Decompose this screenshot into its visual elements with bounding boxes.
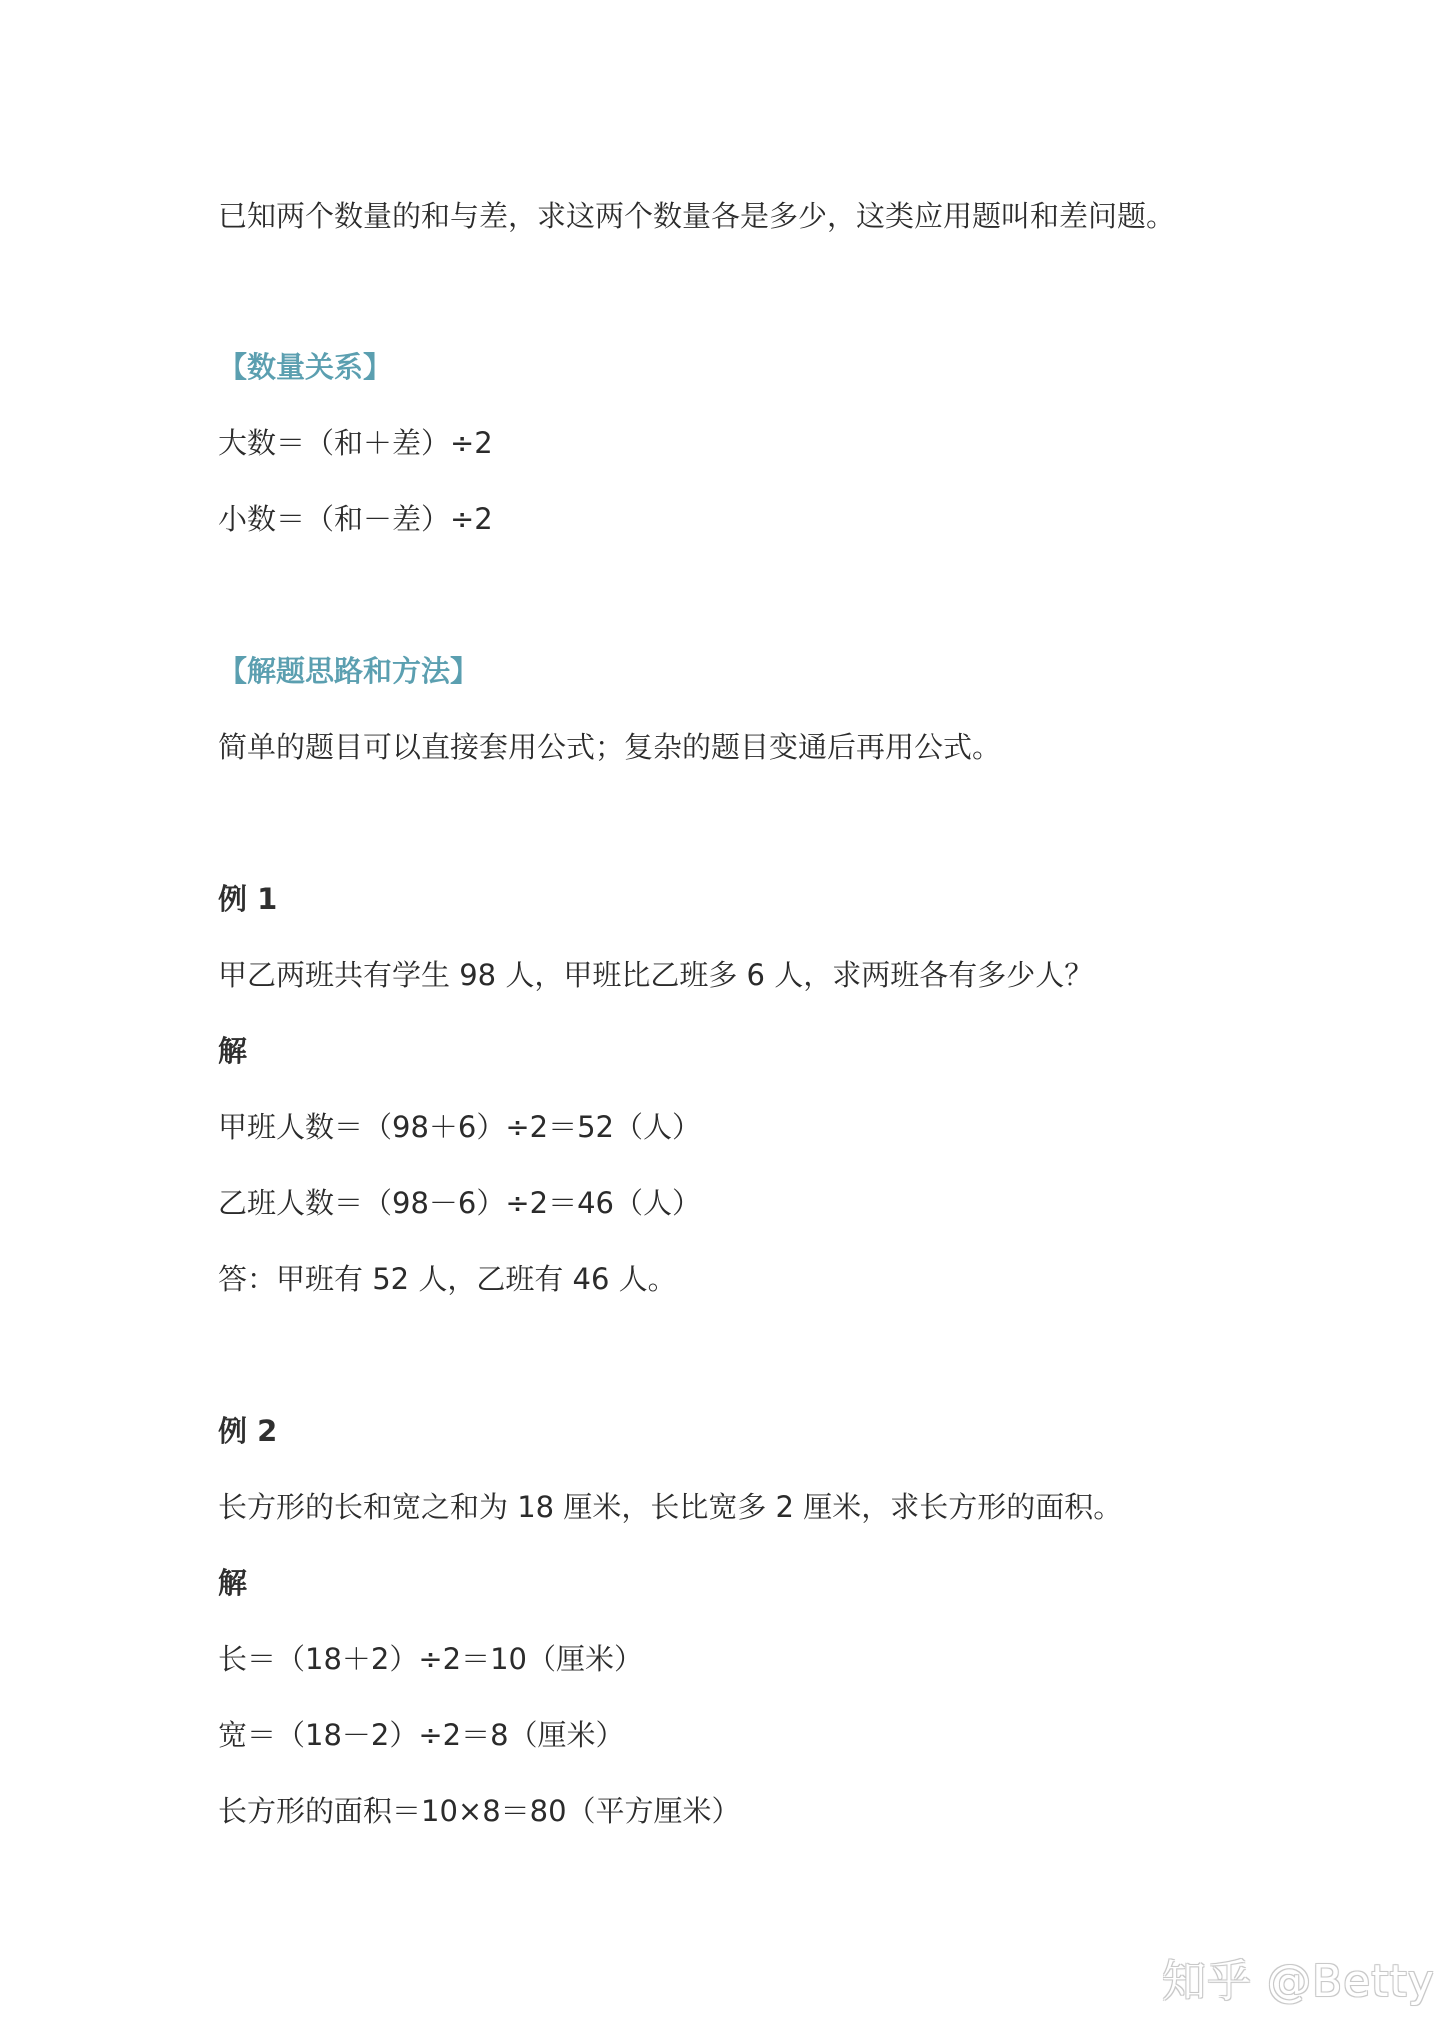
intro-paragraph: 已知两个数量的和与差，求这两个数量各是多少，这类应用题叫和差问题。	[218, 199, 1176, 233]
example-1-label: 例 1	[218, 882, 278, 916]
method-heading: 【解题思路和方法】	[218, 654, 480, 688]
example-2-solution-label: 解	[218, 1566, 248, 1600]
example-1-step-1: 甲班人数＝（98＋6）÷2＝52（人）	[218, 1110, 702, 1144]
method-text: 简单的题目可以直接套用公式；复杂的题目变通后再用公式。	[218, 730, 1002, 764]
relation-heading: 【数量关系】	[218, 350, 393, 384]
example-1-answer: 答：甲班有 52 人，乙班有 46 人。	[218, 1262, 677, 1296]
example-2-step-2: 宽＝（18－2）÷2＝8（厘米）	[218, 1718, 625, 1752]
example-1-step-2: 乙班人数＝（98－6）÷2＝46（人）	[218, 1186, 702, 1220]
example-2-step-3: 长方形的面积＝10×8＝80（平方厘米）	[218, 1794, 741, 1828]
example-2-label: 例 2	[218, 1414, 278, 1448]
zhihu-watermark: 知乎 @Betty	[1162, 1956, 1435, 2007]
example-2-step-1: 长＝（18＋2）÷2＝10（厘米）	[218, 1642, 644, 1676]
relation-formula-small: 小数＝（和－差）÷2	[218, 502, 493, 536]
example-1-question: 甲乙两班共有学生 98 人，甲班比乙班多 6 人，求两班各有多少人？	[218, 958, 1094, 992]
relation-formula-big: 大数＝（和＋差）÷2	[218, 426, 493, 460]
example-1-solution-label: 解	[218, 1034, 248, 1068]
example-2-question: 长方形的长和宽之和为 18 厘米，长比宽多 2 厘米，求长方形的面积。	[218, 1490, 1123, 1524]
